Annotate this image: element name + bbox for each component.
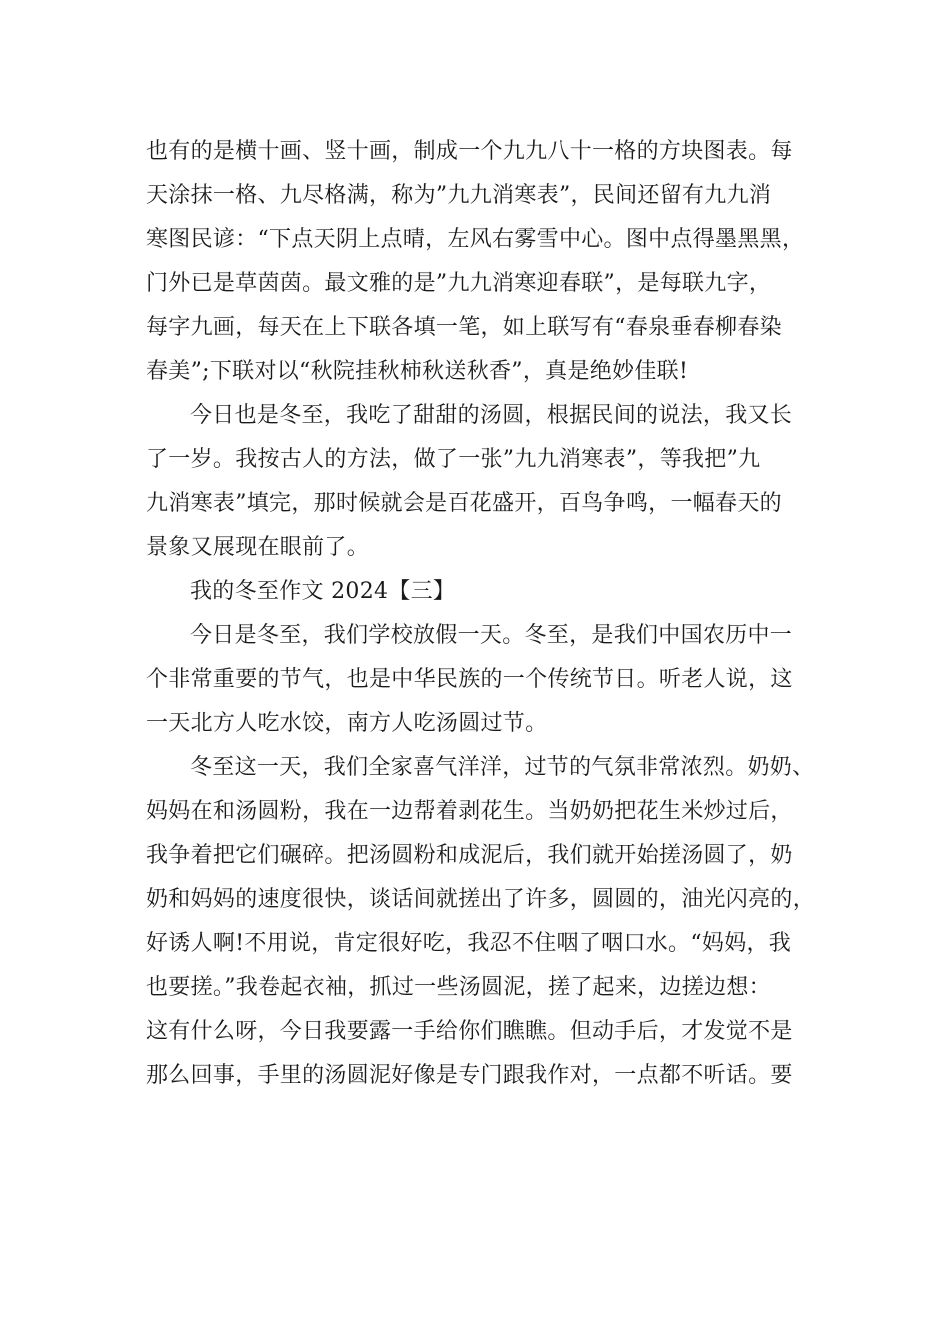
paragraph-start-line: 今日是冬至，我们学校放假一天。冬至，是我们中国农历中一 xyxy=(190,623,793,648)
text-line: 妈妈在和汤圆粉，我在一边帮着剥花生。当奶奶把花生米炒过后， xyxy=(146,799,793,824)
text-line: 春美”;下联对以“秋院挂秋柿秋送秋香”，真是绝妙佳联! xyxy=(146,359,689,384)
text-line: 天涂抹一格、九尽格满，称为”九九消寒表”，民间还留有九九消 xyxy=(146,183,772,208)
text-line: 那么回事，手里的汤圆泥好像是专门跟我作对，一点都不听话。要 xyxy=(146,1063,793,1088)
paragraph-start-line: 冬至这一天，我们全家喜气洋洋，过节的气氛非常浓烈。奶奶、 xyxy=(190,755,815,780)
text-line: 了一岁。我按古人的方法，做了一张”九九消寒表”，等我把”九 xyxy=(146,447,761,472)
text-line: 这有什么呀，今日我要露一手给你们瞧瞧。但动手后，才发觉不是 xyxy=(146,1019,793,1044)
text-line: 门外已是草茵茵。最文雅的是”九九消寒迎春联”，是每联九字， xyxy=(146,271,772,296)
paragraph-start-line: 今日也是冬至，我吃了甜甜的汤圆，根据民间的说法，我又长 xyxy=(190,403,793,428)
essay-body xyxy=(146,130,836,1098)
text-line: 每字九画，每天在上下联各填一笔，如上联写有“春泉垂春柳春染 xyxy=(146,315,782,340)
text-line: 九消寒表”填完，那时候就会是百花盛开，百鸟争鸣，一幅春天的 xyxy=(146,491,782,516)
text-line: 一天北方人吃水饺，南方人吃汤圆过节。 xyxy=(146,711,548,736)
text-line: 也要搓。”我卷起衣袖，抓过一些汤圆泥，搓了起来，边搓边想： xyxy=(146,975,771,1000)
text-line: 也有的是横十画、竖十画，制成一个九九八十一格的方块图表。每 xyxy=(146,139,793,164)
text-line: 景象又展现在眼前了。 xyxy=(146,535,370,560)
section-heading: 我的冬至作文 2024【三】 xyxy=(190,579,456,604)
text-line: 奶和妈妈的速度很快，谈话间就搓出了许多，圆圆的，油光闪亮的， xyxy=(146,887,816,912)
text-line: 好诱人啊!不用说，肯定很好吃，我忍不住咽了咽口水。“妈妈，我 xyxy=(146,931,792,956)
text-line: 寒图民谚：“下点天阴上点晴，左风右雾雪中心。图中点得墨黑黑， xyxy=(146,227,805,252)
text-line: 个非常重要的节气，也是中华民族的一个传统节日。听老人说，这 xyxy=(146,667,793,692)
text-line: 我争着把它们碾碎。把汤圆粉和成泥后，我们就开始搓汤圆了，奶 xyxy=(146,843,793,868)
